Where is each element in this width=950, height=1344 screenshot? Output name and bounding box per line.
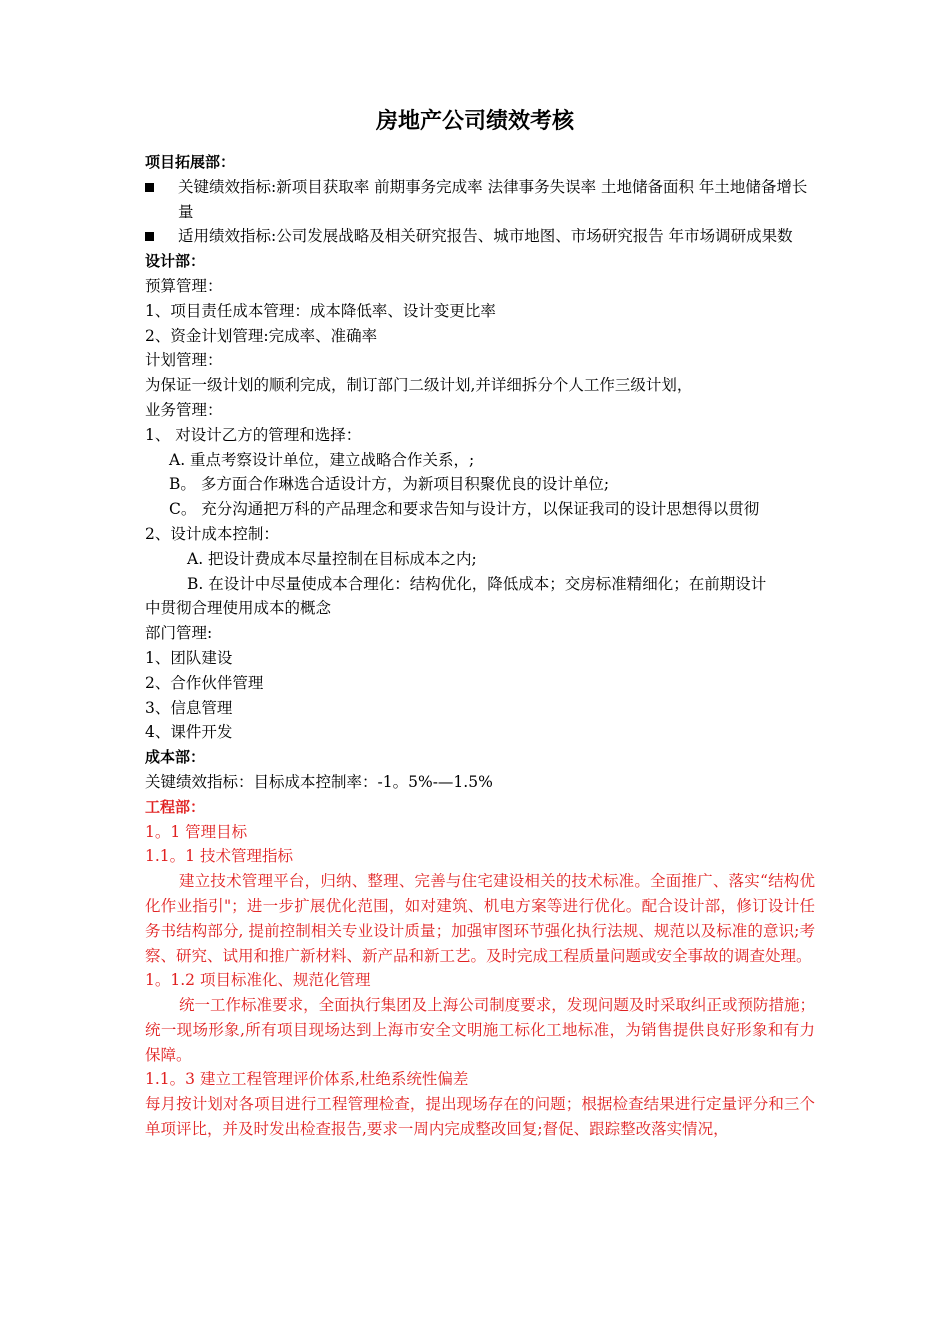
paragraph: 每月按计划对各项目进行工程管理检查，提出现场存在的问题；根据检查结果进行定量评分和三个单项评比，并及时发出检查报告,要求一周内完成整改回复;督促、跟踪整改落实情况，	[145, 1095, 815, 1139]
bullet-text: 适用绩效指标:公司发展战略及相关研究报告、城市地图、市场研究报告 年市场调研成果数	[178, 227, 793, 246]
section-heading-cost: 成本部：	[145, 748, 206, 767]
subsection-heading: 1.1。3 建立工程管理评价体系,杜绝系统性偏差	[145, 1070, 469, 1089]
square-bullet-icon	[145, 183, 154, 192]
section-heading-expansion: 项目拓展部：	[145, 153, 236, 171]
subsection-heading: 1。1.2 项目标准化、规范化管理	[145, 971, 371, 990]
dept-label: 部门管理:	[145, 624, 213, 643]
subsection-heading: 1.1。1 技术管理指标	[145, 847, 293, 866]
page-title: 房地产公司绩效考核	[375, 109, 574, 134]
sub-list-item: A. 把设计费成本尽量控制在目标成本之内;	[187, 549, 477, 568]
list-item: 1、 对设计乙方的管理和选择：	[145, 425, 362, 444]
paragraph: 统一工作标准要求，全面执行集团及上海公司制度要求，发现问题及时采取纠正或预防措施；统一现场形象,所有项目现场达到上海市安全文明施工标化工地标准，为销售提供良好形象和有力保障。	[145, 996, 815, 1064]
bullet-item	[145, 175, 815, 225]
list-item: 3、信息管理	[145, 698, 233, 717]
plan-label: 计划管理：	[145, 351, 223, 370]
sub-list-item: B. 在设计中尽量使成本合理化：结构优化，降低成本；交房标准精细化；在前期设计	[187, 574, 767, 593]
document-body	[145, 150, 815, 1142]
section-heading-engineering: 工程部：	[145, 797, 206, 816]
sub-list-item: C。 充分沟通把万科的产品理念和要求告知与设计方，以保证我司的设计思想得以贯彻	[169, 500, 760, 519]
bullet-item	[145, 224, 815, 249]
list-item: 1、项目责任成本管理：成本降低率、设计变更比率	[145, 301, 496, 320]
sub-list-item: B。 多方面合作琳选合适设计方，为新项目积聚优良的设计单位;	[169, 475, 610, 494]
list-item: 4、课件开发	[145, 723, 233, 742]
paragraph: 建立技术管理平台，归纳、整理、完善与住宅建设相关的技术标准。全面推广、落实“结构优化作业指引"；进一步扩展优化范围，如对建筑、机电方案等进行优化。配合设计部，修订设计任务书结构部分, 提前控制相关专业设计质量；加强审图环节强化执行法规、规范以及标准的意识;考察、研究、试用和推广新材料、新产品和新工艺。及时完成工程质量问题或安全事故的调查处理。	[145, 872, 815, 965]
sub-list-item-continued: 中贯彻合理使用成本的概念	[145, 599, 332, 618]
subsection-heading: 1。1 管理目标	[145, 822, 248, 841]
square-bullet-icon	[145, 232, 154, 241]
bullet-text: 关键绩效指标:新项目获取率 前期事务完成率 法律事务失误率 土地储备面积 年土地储备增长量	[178, 177, 808, 221]
section-heading-design: 设计部：	[145, 252, 206, 271]
sub-list-item: A. 重点考察设计单位，建立战略合作关系，;	[169, 450, 475, 469]
budget-label: 预算管理：	[145, 276, 223, 295]
list-item: 2、设计成本控制：	[145, 524, 279, 543]
cost-kpi: 关键绩效指标：目标成本控制率：-1。5%-—1.5%	[145, 772, 493, 791]
plan-text: 为保证一级计划的顺利完成，制订部门二级计划,并详细拆分个人工作三级计划，	[145, 376, 693, 395]
list-item: 2、合作伙伴管理	[145, 673, 264, 692]
list-item: 2、资金计划管理:完成率、准确率	[145, 326, 378, 345]
list-item: 1、团队建设	[145, 648, 233, 667]
business-label: 业务管理：	[145, 400, 223, 419]
